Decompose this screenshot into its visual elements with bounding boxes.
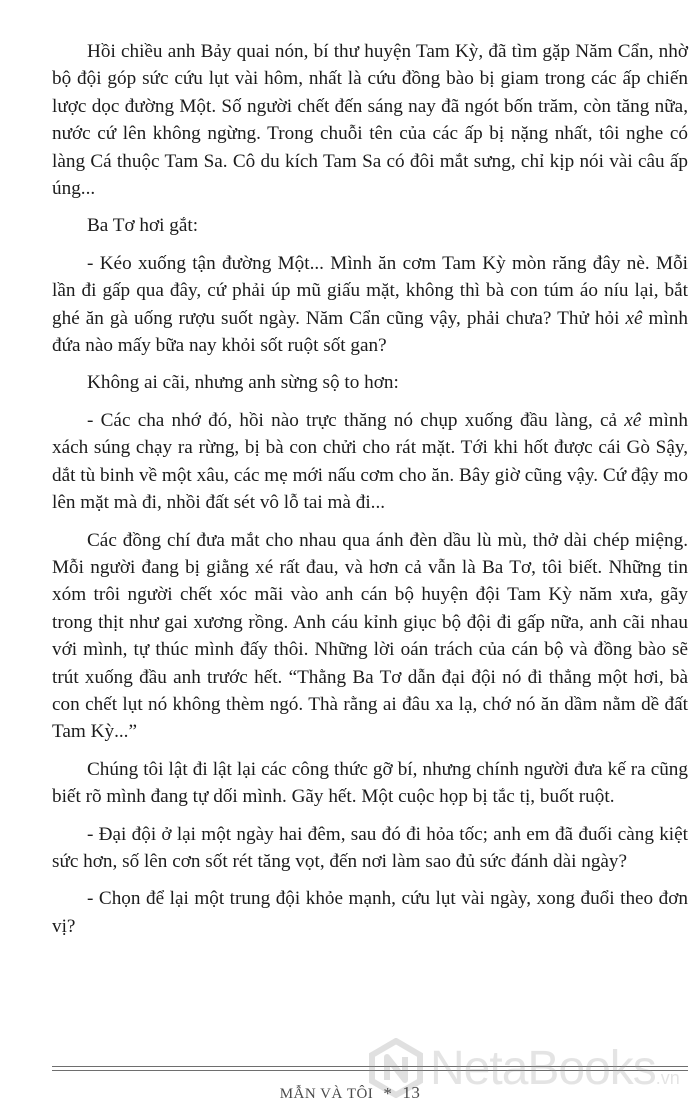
- paragraph-text: - Kéo xuống tận đường Một... Mình ăn cơm Tam Kỳ mòn răng đây nè. Mỗi lần đi gấp qua đây, cứ phải úp mũ giấu mặt, không thì bà con túm áo níu lại, bắt ghé ăn gà uống rượu suốt ngày. Năm Cẩn cũng vậy, phải chưa? Thử hỏi: [52, 252, 688, 329]
- paragraph: Chúng tôi lật đi lật lại các công thức gỡ bí, nhưng chính người đưa kế ra cũng biết rõ mình đang tự dối mình. Gãy hết. Một cuộc họp bị tắc tị, buốt ruột.: [52, 758, 688, 808]
- paragraph: Không ai cãi, nhưng anh sừng sộ to hơn:: [87, 372, 399, 394]
- paragraph: [52, 407, 688, 517]
- italic-word: xê: [624, 409, 642, 431]
- paragraph: [52, 250, 688, 360]
- watermark-suffix: .vn: [655, 1067, 680, 1088]
- page-footer: [0, 1083, 700, 1104]
- paragraph-text: mình xách súng chạy ra rừng, bị bà con chửi cho rát mặt. Tới khi hốt được cái Gò Sậy, dắt tù binh về một xâu, các mẹ mới nấu cơm cho ăn. Bây giờ cũng vậy. Cứ đậy mo lên mặt mà đi, nhồi đất sét vô lỗ tai mà đi...: [52, 409, 688, 514]
- footer-separator: *: [383, 1084, 393, 1103]
- paragraph: Các đồng chí đưa mắt cho nhau qua ánh đèn dầu lù mù, thở dài chép miệng. Mỗi người đang bị giằng xé rất đau, và hơn cả vẫn là Ba Tơ, tôi biết. Những tin xóm trôi người chết xóc mãi vào anh cán bộ huyện đội Tam Kỳ năm xưa, gãy trong thịt như gai xương rồng. Anh cáu kỉnh giục bộ đội đi gấp nữa, anh cãi nhau với mình, tự thúc mình đấy thôi. Những lời oán trách của cán bộ và đồng bào sẽ trút xuống đầu anh trước hết. “Thằng Ba Tơ dẫn đại đội nó đi thẳng một hơi, bà con chết lụt nó không thèm ngó. Thà rằng ai đâu xa lạ, chớ nó ăn dầm nằm dề đất Tam Kỳ...”: [52, 529, 688, 743]
- paragraph: - Chọn để lại một trung đội khỏe mạnh, cứu lụt vài ngày, xong đuổi theo đơn vị?: [52, 888, 688, 937]
- watermark-brand: NetaBooks: [430, 1041, 656, 1095]
- book-title: MẪN VÀ TÔI: [279, 1086, 374, 1102]
- page-body: [52, 38, 688, 950]
- paragraph-text: - Các cha nhớ đó, hồi nào trực thăng nó chụp xuống đầu làng, cả: [87, 409, 625, 431]
- paragraph: Hồi chiều anh Bảy quai nón, bí thư huyện Tam Kỳ, đã tìm gặp Năm Cẩn, nhờ bộ đội góp sức cứu lụt vài hôm, nhất là cứu đồng bào bị giam trong các ấp chiến lược dọc đường Một. Số người chết đến sáng nay đã ngót bốn trăm, còn tăng nữa, nước cứ lên không ngừng. Trong chuỗi tên của các ấp bị nặng nhất, tôi nghe có làng Cá thuộc Tam Sa. Cô du kích Tam Sa có đôi mắt sưng, chỉ kịp nói vài câu ấp úng...: [52, 41, 688, 200]
- paragraph: Ba Tơ hơi gắt:: [87, 215, 199, 237]
- page-number: 13: [402, 1083, 421, 1102]
- paragraph: - Đại đội ở lại một ngày hai đêm, sau đó đi hỏa tốc; anh em đã đuối càng kiệt sức hơn, số lên cơn sốt rét tăng vọt, đến nơi làm sao đủ sức đánh dài ngày?: [52, 823, 688, 872]
- italic-word: xê: [625, 307, 643, 329]
- paragraph-text: mình đứa nào mấy bữa nay khỏi sốt ruột sốt gan?: [52, 307, 688, 357]
